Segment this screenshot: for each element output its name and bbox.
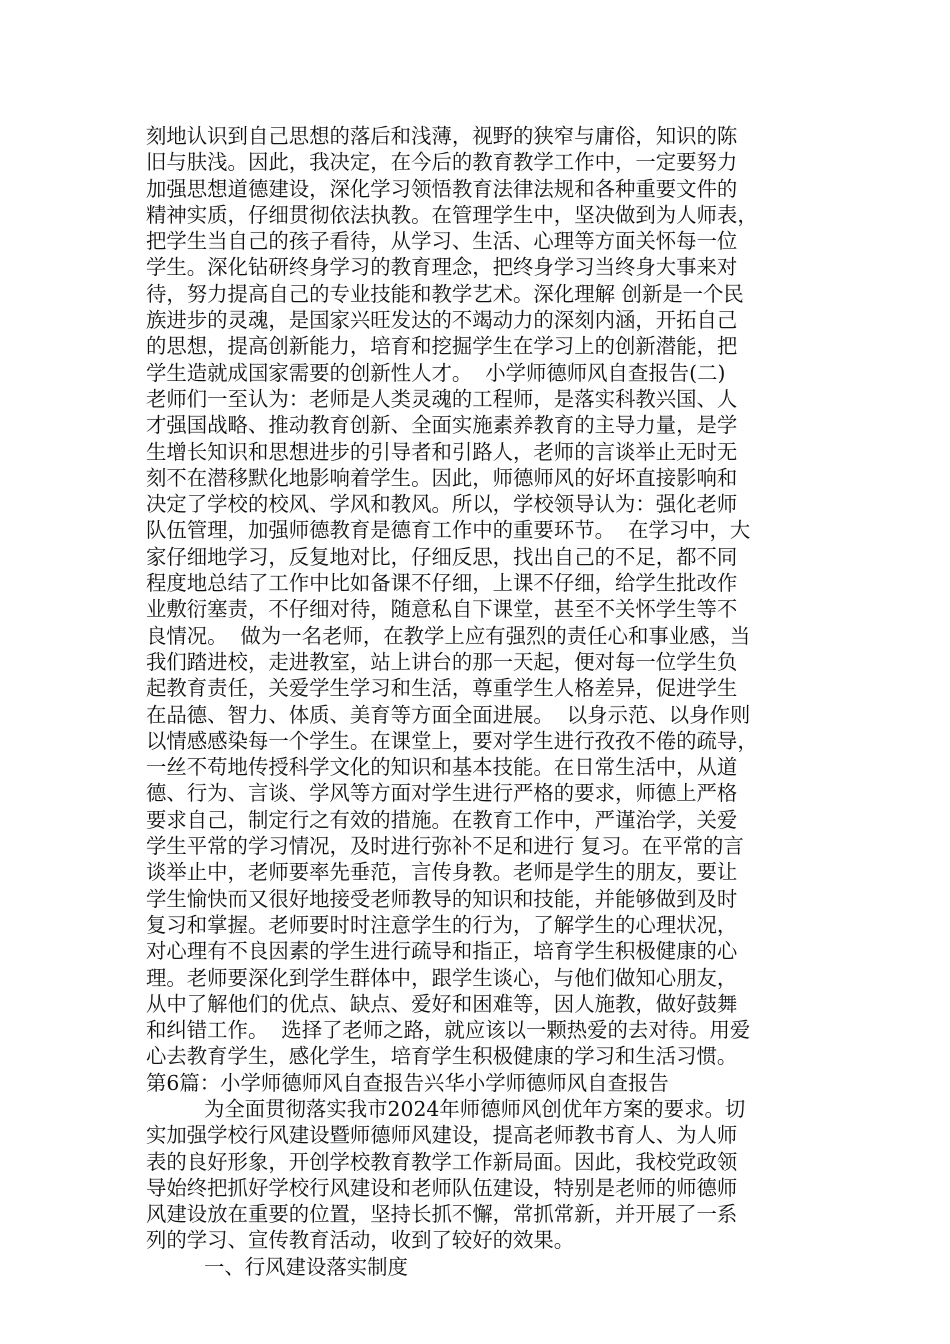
text-line: 学生。深化钻研终身学习的教育理念，把终身学习当终身大事来对 <box>146 255 738 280</box>
text-line: 刻不在潜移默化地影响着学生。因此，师德师风的好坏直接影响和 <box>146 465 738 490</box>
text-line: 导始终把抓好学校行风建设和老师队伍建设，特别是老师的师德师 <box>146 1175 738 1200</box>
text-line: 学生愉快而又很好地接受老师教导的知识和技能，并能够做到及时 <box>146 886 738 911</box>
text-line: 实加强学校行风建设暨师德师风建设，提高老师教书育人、为人师 <box>146 1123 738 1148</box>
text-line: 从中了解他们的优点、缺点、爱好和困难等，因人施教，做好鼓舞 <box>146 991 738 1016</box>
text-line: 要求自己，制定行之有效的措施。在教育工作中，严谨治学，关爱 <box>146 807 738 832</box>
text-line: 风建设放在重要的位置，坚持长抓不懈，常抓常新，并开展了一系 <box>146 1202 738 1227</box>
text-line: 一丝不苟地传授科学文化的知识和基本技能。在日常生活中，从道 <box>146 755 738 780</box>
text-line: 和纠错工作。 选择了老师之路，就应该以一颗热爱的去对待。用爱 <box>146 1018 751 1043</box>
text-line: 业敷衍塞责，不仔细对待，随意私自下课堂，甚至不关怀学生等不 <box>146 597 738 622</box>
text-line: 学生平常的学习情况，及时进行弥补不足和进行 复习。在平常的言 <box>146 834 744 859</box>
text-line: 列的学习、宣传教育活动，收到了较好的效果。 <box>146 1228 575 1253</box>
text-line: 老师们一至认为：老师是人类灵魂的工程师，是落实科教兴国、人 <box>146 386 738 411</box>
text-line: 待，努力提高自己的专业技能和教学艺术。深化理解 创新是一个民 <box>146 281 744 306</box>
text-line: 心去教育学生，感化学生，培育学生积极健康的学习和生活习惯。 <box>146 1044 738 1069</box>
text-line: 精神实质，仔细贯彻依法执教。在管理学生中，坚决做到为人师表， <box>146 202 758 227</box>
text-line: 复习和掌握。老师要时时注意学生的行为，了解学生的心理状况， <box>146 912 738 937</box>
text-line: 刻地认识到自己思想的落后和浅薄，视野的狭窄与庸俗，知识的陈 <box>146 124 738 148</box>
text-line: 起教育责任，关爱学生学习和生活，尊重学生人格差异，促进学生 <box>146 676 738 701</box>
text-line: 在品德、智力、体质、美育等方面全面进展。 以身示范、以身作则 <box>146 702 751 727</box>
text-line: 族进步的灵魂，是国家兴旺发达的不竭动力的深刻内涵，开拓自己 <box>146 308 738 333</box>
text-line: 队伍管理，加强师德教育是德育工作中的重要环节。 在学习中，大 <box>146 518 751 543</box>
document-page <box>146 123 811 1280</box>
text-line: 良情况。 做为一名老师，在教学上应有强烈的责任心和事业感，当 <box>146 623 751 648</box>
text-line: 学生造就成国家需要的创新性人才。 小学师德师风自查报告(二) <box>146 360 726 385</box>
text-line: 旧与肤浅。因此，我决定，在今后的教育教学工作中，一定要努力 <box>146 150 738 175</box>
text-line: 表的良好形象，开创学校教育教学工作新局面。因此，我校党政领 <box>146 1149 738 1174</box>
text-line: 家仔细地学习，反复地对比，仔细反思，找出自己的不足，都不同 <box>146 544 738 569</box>
text-line: 我们踏进校，走进教室，站上讲台的那一天起，便对每一位学生负 <box>146 649 738 674</box>
text-line: 一、行风建设落实制度 <box>204 1254 408 1279</box>
text-line: 程度地总结了工作中比如备课不仔细，上课不仔细，给学生批改作 <box>146 571 738 596</box>
text-line: 才强国战略、推动教育创新、全面实施素养教育的主导力量，是学 <box>146 413 738 438</box>
text-line: 理。老师要深化到学生群体中，跟学生谈心，与他们做知心朋友， <box>146 965 738 990</box>
text-line: 的思想，提高创新能力，培育和挖掘学生在学习上的创新潜能，把 <box>146 334 738 359</box>
text-line: 第6篇：小学师德师风自查报告兴华小学师德师风自查报告 <box>146 1070 669 1095</box>
text-line: 加强思想道德建设，深化学习领悟教育法律法规和各种重要文件的 <box>146 176 738 201</box>
text-line: 决定了学校的校风、学风和教风。所以，学校领导认为：强化老师 <box>146 492 738 517</box>
text-line: 德、行为、言谈、学风等方面对学生进行严格的要求，师德上严格 <box>146 781 738 806</box>
text-line: 对心理有不良因素的学生进行疏导和指正，培育学生积极健康的心 <box>146 939 738 964</box>
text-line: 谈举止中，老师要率先垂范，言传身教。老师是学生的朋友，要让 <box>146 860 738 885</box>
text-line: 以情感感染每一个学生。在课堂上，要对学生进行孜孜不倦的疏导， <box>146 728 758 753</box>
text-line: 为全面贯彻落实我市2024年师德师风创优年方案的要求。切 <box>204 1096 746 1121</box>
text-line: 把学生当自己的孩子看待，从学习、生活、心理等方面关怀每一位 <box>146 229 738 254</box>
text-line: 生增长知识和思想进步的引导者和引路人，老师的言谈举止无时无 <box>146 439 738 464</box>
